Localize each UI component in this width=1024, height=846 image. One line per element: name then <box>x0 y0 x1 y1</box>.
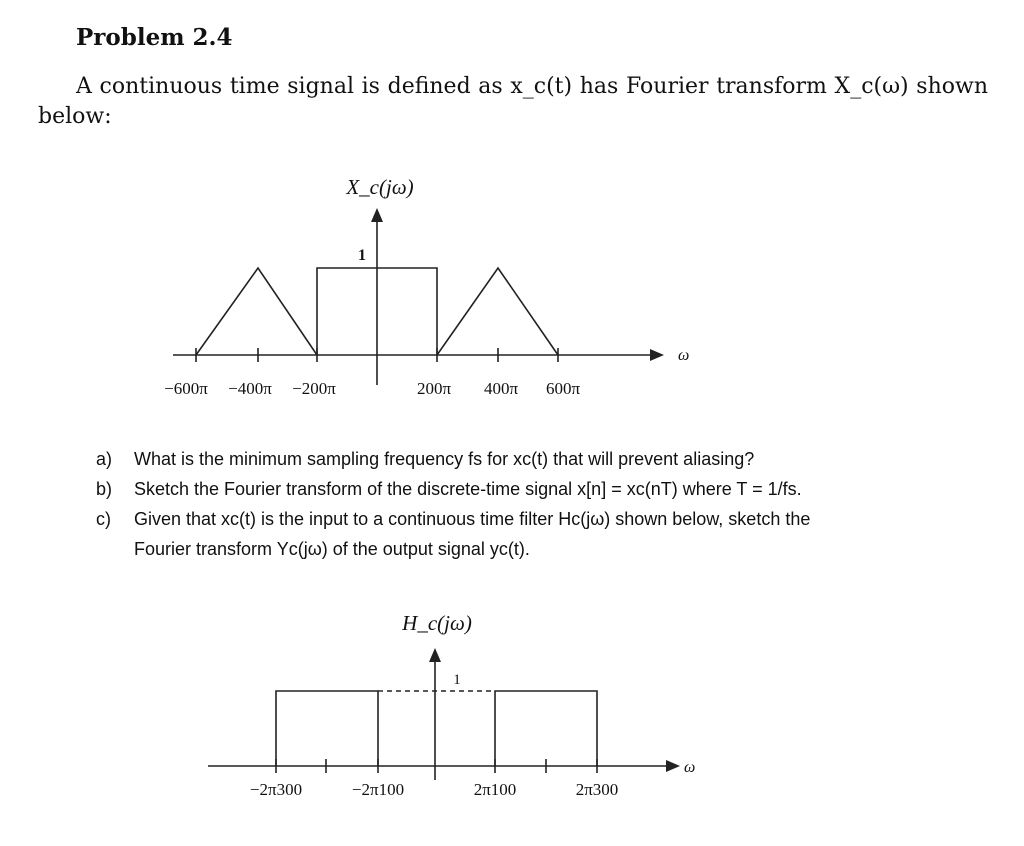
question-text: Given that xc(t) is the input to a continuous time filter Hc(jω) shown below, sketch the <box>134 508 811 529</box>
fig2-x-arrow <box>666 760 680 772</box>
fig1-triangle-right <box>437 268 558 355</box>
problem-title: Problem 2.4 <box>76 24 233 51</box>
fig2-xlabel: ω <box>684 759 696 776</box>
fig2-band-right <box>495 691 597 766</box>
fig1-tick-label: 600π <box>545 379 581 398</box>
fig2-tick-label: 2π100 <box>473 780 517 799</box>
question-text: Fourier transform Yc(jω) of the output signal yc(t). <box>134 538 530 559</box>
fig1-triangle-left <box>196 268 317 355</box>
fig2-tick-label: −2π100 <box>351 780 405 799</box>
intro-line-1: A continuous time signal is defined as x_c(t) has Fourier transform X_c(ω) shown <box>76 74 988 99</box>
fig1-tick-label: 400π <box>483 379 519 398</box>
question-label: a) <box>96 448 113 469</box>
question-text: What is the minimum sampling frequency fs for xc(t) that will prevent aliasing? <box>134 448 755 469</box>
fig1-xlabel: ω <box>678 347 690 364</box>
intro-line-2: below: <box>38 104 112 129</box>
fig2-band-left <box>276 691 378 766</box>
fig1-tick-label: −600π <box>164 379 208 398</box>
question-text: Sketch the Fourier transform of the discrete-time signal x[n] = xc(nT) where T = 1/fs. <box>134 478 802 499</box>
fig2-peak-label: 1 <box>453 672 461 688</box>
fig1-ylabel: X_c(jω) <box>346 175 414 199</box>
question-label: b) <box>96 478 113 499</box>
question-list <box>96 444 946 564</box>
question-c-continued <box>96 534 946 564</box>
figure-xc-spectrum <box>0 0 1024 420</box>
fig1-tick-label: −400π <box>228 379 272 398</box>
fig2-y-arrow <box>429 648 441 662</box>
fig1-x-arrow <box>650 349 664 361</box>
question-label: c) <box>96 508 111 529</box>
fig1-tick-label: 200π <box>416 379 452 398</box>
figure-hc-filter <box>0 580 1024 820</box>
fig2-ylabel: H_c(jω) <box>402 611 472 635</box>
question-a <box>96 444 946 474</box>
fig2-tick-label: −2π300 <box>249 780 303 799</box>
question-c <box>96 504 946 534</box>
fig1-tick-label: −200π <box>292 379 336 398</box>
fig1-peak-label: 1 <box>358 247 366 264</box>
question-b <box>96 474 946 504</box>
fig1-y-arrow <box>371 208 383 222</box>
fig2-tick-label: 2π300 <box>575 780 619 799</box>
